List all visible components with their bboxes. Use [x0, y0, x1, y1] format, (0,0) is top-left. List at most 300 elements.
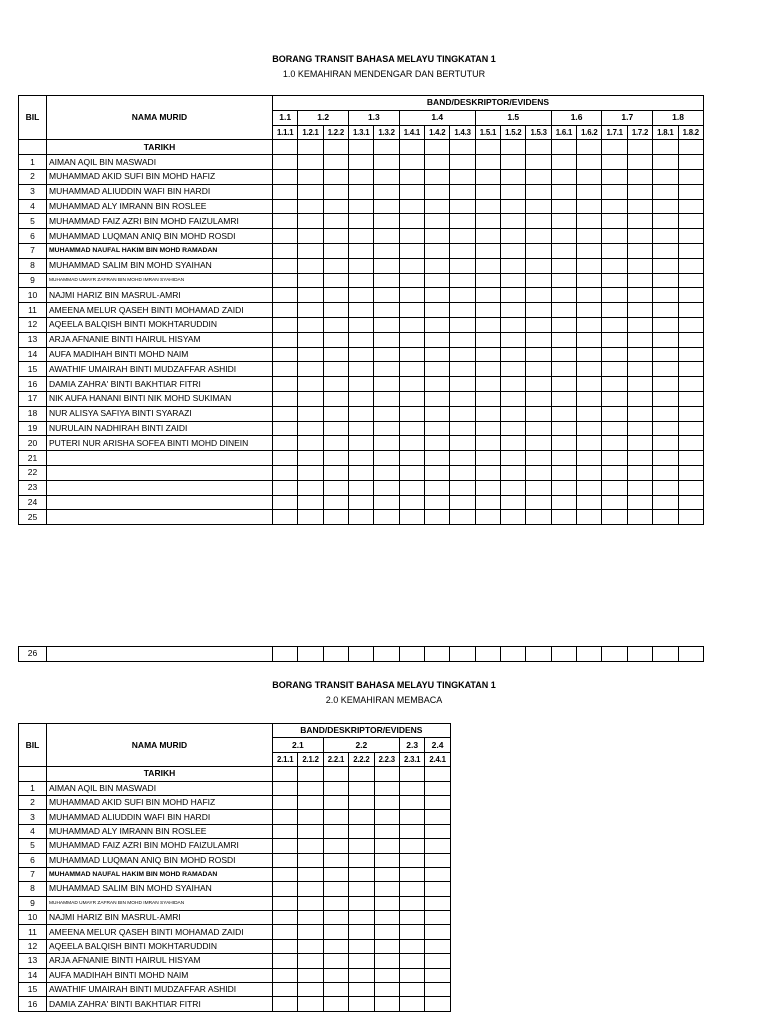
- evidence-cell[interactable]: [501, 391, 526, 406]
- evidence-cell[interactable]: [501, 451, 526, 466]
- evidence-cell[interactable]: [678, 317, 704, 332]
- evidence-cell[interactable]: [602, 495, 627, 510]
- evidence-cell[interactable]: [273, 229, 298, 244]
- evidence-cell[interactable]: [501, 169, 526, 184]
- evidence-cell[interactable]: [273, 465, 298, 480]
- evidence-cell[interactable]: [577, 155, 602, 170]
- evidence-cell[interactable]: [349, 273, 374, 288]
- evidence-cell[interactable]: [399, 867, 424, 881]
- evidence-cell[interactable]: [627, 480, 652, 495]
- evidence-cell[interactable]: [450, 169, 475, 184]
- evidence-cell[interactable]: [450, 229, 475, 244]
- evidence-cell[interactable]: [678, 510, 704, 525]
- evidence-cell[interactable]: [374, 391, 399, 406]
- evidence-cell[interactable]: [551, 229, 576, 244]
- evidence-cell[interactable]: [349, 882, 374, 896]
- tarikh-cell[interactable]: [526, 140, 551, 155]
- evidence-cell[interactable]: [526, 229, 551, 244]
- evidence-cell[interactable]: [323, 954, 348, 968]
- evidence-cell[interactable]: [653, 406, 678, 421]
- evidence-cell[interactable]: [349, 810, 374, 824]
- evidence-cell[interactable]: [273, 406, 298, 421]
- evidence-cell[interactable]: [653, 495, 678, 510]
- evidence-cell[interactable]: [298, 954, 323, 968]
- evidence-cell[interactable]: [501, 362, 526, 377]
- evidence-cell[interactable]: [450, 362, 475, 377]
- evidence-cell[interactable]: [526, 258, 551, 273]
- evidence-cell[interactable]: [602, 421, 627, 436]
- evidence-cell[interactable]: [349, 169, 374, 184]
- evidence-cell[interactable]: [273, 436, 298, 451]
- evidence-cell[interactable]: [374, 495, 399, 510]
- evidence-cell[interactable]: [475, 347, 500, 362]
- evidence-cell[interactable]: [526, 332, 551, 347]
- evidence-cell[interactable]: [349, 480, 374, 495]
- evidence-cell[interactable]: [374, 273, 399, 288]
- evidence-cell[interactable]: [678, 451, 704, 466]
- evidence-cell[interactable]: [526, 436, 551, 451]
- evidence-cell[interactable]: [526, 184, 551, 199]
- evidence-cell[interactable]: [551, 184, 576, 199]
- evidence-cell[interactable]: [323, 882, 348, 896]
- evidence-cell[interactable]: [323, 997, 348, 1011]
- evidence-cell[interactable]: [425, 939, 450, 953]
- evidence-cell[interactable]: [678, 647, 703, 662]
- evidence-cell[interactable]: [323, 332, 348, 347]
- evidence-cell[interactable]: [399, 169, 424, 184]
- evidence-cell[interactable]: [551, 155, 576, 170]
- evidence-cell[interactable]: [374, 288, 399, 303]
- evidence-cell[interactable]: [323, 911, 348, 925]
- evidence-cell[interactable]: [399, 465, 424, 480]
- evidence-cell[interactable]: [323, 795, 348, 809]
- evidence-cell[interactable]: [577, 465, 602, 480]
- evidence-cell[interactable]: [399, 288, 424, 303]
- evidence-cell[interactable]: [526, 647, 551, 662]
- evidence-cell[interactable]: [298, 465, 323, 480]
- evidence-cell[interactable]: [678, 214, 704, 229]
- evidence-cell[interactable]: [273, 824, 298, 838]
- evidence-cell[interactable]: [349, 824, 374, 838]
- evidence-cell[interactable]: [323, 421, 348, 436]
- evidence-cell[interactable]: [399, 882, 424, 896]
- evidence-cell[interactable]: [273, 169, 298, 184]
- evidence-cell[interactable]: [526, 362, 551, 377]
- evidence-cell[interactable]: [577, 199, 602, 214]
- evidence-cell[interactable]: [399, 495, 424, 510]
- evidence-cell[interactable]: [627, 377, 652, 392]
- evidence-cell[interactable]: [399, 303, 424, 318]
- evidence-cell[interactable]: [298, 839, 323, 853]
- evidence-cell[interactable]: [602, 199, 627, 214]
- evidence-cell[interactable]: [551, 451, 576, 466]
- evidence-cell[interactable]: [399, 939, 424, 953]
- evidence-cell[interactable]: [349, 896, 374, 910]
- evidence-cell[interactable]: [627, 332, 652, 347]
- evidence-cell[interactable]: [425, 184, 450, 199]
- evidence-cell[interactable]: [577, 362, 602, 377]
- evidence-cell[interactable]: [475, 647, 500, 662]
- evidence-cell[interactable]: [399, 795, 424, 809]
- tarikh-cell[interactable]: [425, 767, 450, 781]
- evidence-cell[interactable]: [374, 839, 399, 853]
- evidence-cell[interactable]: [374, 983, 399, 997]
- evidence-cell[interactable]: [475, 436, 500, 451]
- evidence-cell[interactable]: [450, 214, 475, 229]
- evidence-cell[interactable]: [399, 824, 424, 838]
- evidence-cell[interactable]: [450, 273, 475, 288]
- evidence-cell[interactable]: [627, 362, 652, 377]
- evidence-cell[interactable]: [501, 214, 526, 229]
- evidence-cell[interactable]: [653, 288, 678, 303]
- evidence-cell[interactable]: [602, 317, 627, 332]
- evidence-cell[interactable]: [273, 925, 298, 939]
- evidence-cell[interactable]: [273, 997, 298, 1011]
- evidence-cell[interactable]: [349, 347, 374, 362]
- evidence-cell[interactable]: [450, 155, 475, 170]
- evidence-cell[interactable]: [374, 939, 399, 953]
- evidence-cell[interactable]: [298, 391, 323, 406]
- evidence-cell[interactable]: [653, 451, 678, 466]
- evidence-cell[interactable]: [526, 391, 551, 406]
- evidence-cell[interactable]: [298, 169, 323, 184]
- evidence-cell[interactable]: [627, 347, 652, 362]
- evidence-cell[interactable]: [399, 243, 424, 258]
- evidence-cell[interactable]: [425, 997, 450, 1011]
- evidence-cell[interactable]: [501, 347, 526, 362]
- evidence-cell[interactable]: [678, 243, 704, 258]
- evidence-cell[interactable]: [349, 911, 374, 925]
- evidence-cell[interactable]: [577, 421, 602, 436]
- evidence-cell[interactable]: [374, 465, 399, 480]
- tarikh-cell[interactable]: [323, 767, 348, 781]
- evidence-cell[interactable]: [627, 510, 652, 525]
- evidence-cell[interactable]: [298, 867, 323, 881]
- evidence-cell[interactable]: [323, 199, 348, 214]
- evidence-cell[interactable]: [501, 332, 526, 347]
- evidence-cell[interactable]: [399, 199, 424, 214]
- evidence-cell[interactable]: [374, 997, 399, 1011]
- evidence-cell[interactable]: [450, 647, 475, 662]
- tarikh-cell[interactable]: [349, 767, 374, 781]
- evidence-cell[interactable]: [653, 243, 678, 258]
- evidence-cell[interactable]: [298, 896, 323, 910]
- evidence-cell[interactable]: [653, 169, 678, 184]
- evidence-cell[interactable]: [450, 243, 475, 258]
- evidence-cell[interactable]: [425, 273, 450, 288]
- evidence-cell[interactable]: [399, 451, 424, 466]
- evidence-cell[interactable]: [475, 406, 500, 421]
- evidence-cell[interactable]: [450, 391, 475, 406]
- evidence-cell[interactable]: [475, 332, 500, 347]
- evidence-cell[interactable]: [526, 288, 551, 303]
- evidence-cell[interactable]: [399, 347, 424, 362]
- evidence-cell[interactable]: [399, 377, 424, 392]
- evidence-cell[interactable]: [551, 332, 576, 347]
- evidence-cell[interactable]: [653, 317, 678, 332]
- evidence-cell[interactable]: [273, 362, 298, 377]
- evidence-cell[interactable]: [551, 303, 576, 318]
- evidence-cell[interactable]: [399, 391, 424, 406]
- evidence-cell[interactable]: [475, 184, 500, 199]
- evidence-cell[interactable]: [273, 332, 298, 347]
- evidence-cell[interactable]: [349, 303, 374, 318]
- evidence-cell[interactable]: [349, 465, 374, 480]
- evidence-cell[interactable]: [298, 332, 323, 347]
- evidence-cell[interactable]: [501, 258, 526, 273]
- evidence-cell[interactable]: [577, 436, 602, 451]
- evidence-cell[interactable]: [450, 347, 475, 362]
- evidence-cell[interactable]: [602, 377, 627, 392]
- evidence-cell[interactable]: [273, 184, 298, 199]
- evidence-cell[interactable]: [450, 332, 475, 347]
- evidence-cell[interactable]: [374, 451, 399, 466]
- evidence-cell[interactable]: [349, 362, 374, 377]
- evidence-cell[interactable]: [374, 317, 399, 332]
- evidence-cell[interactable]: [298, 925, 323, 939]
- evidence-cell[interactable]: [374, 911, 399, 925]
- evidence-cell[interactable]: [602, 169, 627, 184]
- tarikh-cell[interactable]: [399, 140, 424, 155]
- evidence-cell[interactable]: [323, 391, 348, 406]
- evidence-cell[interactable]: [349, 214, 374, 229]
- evidence-cell[interactable]: [678, 288, 704, 303]
- evidence-cell[interactable]: [349, 288, 374, 303]
- evidence-cell[interactable]: [349, 954, 374, 968]
- evidence-cell[interactable]: [323, 436, 348, 451]
- evidence-cell[interactable]: [425, 810, 450, 824]
- evidence-cell[interactable]: [526, 421, 551, 436]
- evidence-cell[interactable]: [273, 896, 298, 910]
- evidence-cell[interactable]: [323, 968, 348, 982]
- evidence-cell[interactable]: [425, 377, 450, 392]
- evidence-cell[interactable]: [602, 436, 627, 451]
- evidence-cell[interactable]: [425, 169, 450, 184]
- evidence-cell[interactable]: [577, 451, 602, 466]
- evidence-cell[interactable]: [349, 968, 374, 982]
- evidence-cell[interactable]: [551, 347, 576, 362]
- evidence-cell[interactable]: [399, 925, 424, 939]
- evidence-cell[interactable]: [425, 867, 450, 881]
- evidence-cell[interactable]: [323, 155, 348, 170]
- evidence-cell[interactable]: [425, 925, 450, 939]
- evidence-cell[interactable]: [323, 495, 348, 510]
- evidence-cell[interactable]: [602, 258, 627, 273]
- evidence-cell[interactable]: [627, 647, 652, 662]
- evidence-cell[interactable]: [349, 184, 374, 199]
- evidence-cell[interactable]: [678, 273, 704, 288]
- evidence-cell[interactable]: [273, 243, 298, 258]
- evidence-cell[interactable]: [526, 465, 551, 480]
- evidence-cell[interactable]: [678, 184, 704, 199]
- evidence-cell[interactable]: [653, 303, 678, 318]
- evidence-cell[interactable]: [653, 465, 678, 480]
- evidence-cell[interactable]: [577, 288, 602, 303]
- evidence-cell[interactable]: [551, 391, 576, 406]
- evidence-cell[interactable]: [678, 377, 704, 392]
- evidence-cell[interactable]: [678, 436, 704, 451]
- evidence-cell[interactable]: [399, 839, 424, 853]
- evidence-cell[interactable]: [323, 229, 348, 244]
- evidence-cell[interactable]: [526, 510, 551, 525]
- evidence-cell[interactable]: [475, 169, 500, 184]
- evidence-cell[interactable]: [323, 258, 348, 273]
- evidence-cell[interactable]: [627, 169, 652, 184]
- evidence-cell[interactable]: [653, 184, 678, 199]
- evidence-cell[interactable]: [627, 495, 652, 510]
- evidence-cell[interactable]: [627, 229, 652, 244]
- evidence-cell[interactable]: [577, 243, 602, 258]
- evidence-cell[interactable]: [551, 377, 576, 392]
- evidence-cell[interactable]: [501, 199, 526, 214]
- evidence-cell[interactable]: [653, 155, 678, 170]
- evidence-cell[interactable]: [273, 911, 298, 925]
- tarikh-cell[interactable]: [273, 140, 298, 155]
- evidence-cell[interactable]: [399, 911, 424, 925]
- evidence-cell[interactable]: [577, 377, 602, 392]
- evidence-cell[interactable]: [551, 406, 576, 421]
- evidence-cell[interactable]: [425, 406, 450, 421]
- evidence-cell[interactable]: [399, 997, 424, 1011]
- evidence-cell[interactable]: [602, 155, 627, 170]
- evidence-cell[interactable]: [551, 480, 576, 495]
- evidence-cell[interactable]: [298, 983, 323, 997]
- evidence-cell[interactable]: [602, 229, 627, 244]
- evidence-cell[interactable]: [323, 839, 348, 853]
- tarikh-cell[interactable]: [475, 140, 500, 155]
- evidence-cell[interactable]: [425, 317, 450, 332]
- evidence-cell[interactable]: [399, 954, 424, 968]
- evidence-cell[interactable]: [551, 362, 576, 377]
- evidence-cell[interactable]: [399, 332, 424, 347]
- evidence-cell[interactable]: [526, 303, 551, 318]
- evidence-cell[interactable]: [349, 436, 374, 451]
- evidence-cell[interactable]: [399, 184, 424, 199]
- evidence-cell[interactable]: [475, 362, 500, 377]
- tarikh-cell[interactable]: [627, 140, 652, 155]
- evidence-cell[interactable]: [450, 258, 475, 273]
- evidence-cell[interactable]: [678, 303, 704, 318]
- evidence-cell[interactable]: [627, 406, 652, 421]
- evidence-cell[interactable]: [374, 925, 399, 939]
- evidence-cell[interactable]: [374, 199, 399, 214]
- evidence-cell[interactable]: [298, 853, 323, 867]
- evidence-cell[interactable]: [450, 303, 475, 318]
- evidence-cell[interactable]: [349, 421, 374, 436]
- evidence-cell[interactable]: [273, 258, 298, 273]
- evidence-cell[interactable]: [349, 377, 374, 392]
- evidence-cell[interactable]: [450, 480, 475, 495]
- evidence-cell[interactable]: [653, 480, 678, 495]
- evidence-cell[interactable]: [298, 317, 323, 332]
- evidence-cell[interactable]: [653, 214, 678, 229]
- tarikh-cell[interactable]: [425, 140, 450, 155]
- evidence-cell[interactable]: [577, 391, 602, 406]
- evidence-cell[interactable]: [298, 939, 323, 953]
- evidence-cell[interactable]: [577, 273, 602, 288]
- evidence-cell[interactable]: [602, 347, 627, 362]
- evidence-cell[interactable]: [425, 647, 450, 662]
- evidence-cell[interactable]: [551, 199, 576, 214]
- evidence-cell[interactable]: [273, 347, 298, 362]
- evidence-cell[interactable]: [374, 436, 399, 451]
- evidence-cell[interactable]: [501, 465, 526, 480]
- evidence-cell[interactable]: [298, 795, 323, 809]
- evidence-cell[interactable]: [425, 229, 450, 244]
- evidence-cell[interactable]: [602, 647, 627, 662]
- evidence-cell[interactable]: [501, 243, 526, 258]
- evidence-cell[interactable]: [551, 436, 576, 451]
- evidence-cell[interactable]: [349, 867, 374, 881]
- evidence-cell[interactable]: [323, 362, 348, 377]
- evidence-cell[interactable]: [501, 377, 526, 392]
- evidence-cell[interactable]: [678, 391, 704, 406]
- evidence-cell[interactable]: [551, 288, 576, 303]
- evidence-cell[interactable]: [475, 288, 500, 303]
- evidence-cell[interactable]: [425, 303, 450, 318]
- evidence-cell[interactable]: [323, 480, 348, 495]
- evidence-cell[interactable]: [526, 480, 551, 495]
- evidence-cell[interactable]: [273, 795, 298, 809]
- evidence-cell[interactable]: [501, 647, 526, 662]
- evidence-cell[interactable]: [627, 155, 652, 170]
- evidence-cell[interactable]: [425, 391, 450, 406]
- evidence-cell[interactable]: [298, 243, 323, 258]
- evidence-cell[interactable]: [526, 495, 551, 510]
- evidence-cell[interactable]: [273, 810, 298, 824]
- evidence-cell[interactable]: [526, 199, 551, 214]
- evidence-cell[interactable]: [273, 199, 298, 214]
- evidence-cell[interactable]: [425, 968, 450, 982]
- tarikh-cell[interactable]: [602, 140, 627, 155]
- evidence-cell[interactable]: [501, 510, 526, 525]
- evidence-cell[interactable]: [374, 421, 399, 436]
- evidence-cell[interactable]: [475, 465, 500, 480]
- evidence-cell[interactable]: [602, 510, 627, 525]
- evidence-cell[interactable]: [273, 155, 298, 170]
- evidence-cell[interactable]: [425, 332, 450, 347]
- tarikh-cell[interactable]: [298, 767, 323, 781]
- tarikh-cell[interactable]: [298, 140, 323, 155]
- evidence-cell[interactable]: [653, 421, 678, 436]
- evidence-cell[interactable]: [273, 882, 298, 896]
- evidence-cell[interactable]: [273, 867, 298, 881]
- evidence-cell[interactable]: [501, 436, 526, 451]
- evidence-cell[interactable]: [475, 510, 500, 525]
- evidence-cell[interactable]: [602, 480, 627, 495]
- evidence-cell[interactable]: [425, 155, 450, 170]
- evidence-cell[interactable]: [349, 199, 374, 214]
- evidence-cell[interactable]: [374, 258, 399, 273]
- evidence-cell[interactable]: [526, 214, 551, 229]
- evidence-cell[interactable]: [273, 647, 298, 662]
- evidence-cell[interactable]: [627, 243, 652, 258]
- evidence-cell[interactable]: [374, 867, 399, 881]
- evidence-cell[interactable]: [323, 810, 348, 824]
- evidence-cell[interactable]: [602, 391, 627, 406]
- evidence-cell[interactable]: [551, 169, 576, 184]
- evidence-cell[interactable]: [374, 954, 399, 968]
- evidence-cell[interactable]: [349, 647, 374, 662]
- tarikh-cell[interactable]: [501, 140, 526, 155]
- evidence-cell[interactable]: [501, 184, 526, 199]
- evidence-cell[interactable]: [349, 332, 374, 347]
- evidence-cell[interactable]: [627, 421, 652, 436]
- evidence-cell[interactable]: [475, 273, 500, 288]
- evidence-cell[interactable]: [577, 214, 602, 229]
- evidence-cell[interactable]: [273, 451, 298, 466]
- evidence-cell[interactable]: [425, 911, 450, 925]
